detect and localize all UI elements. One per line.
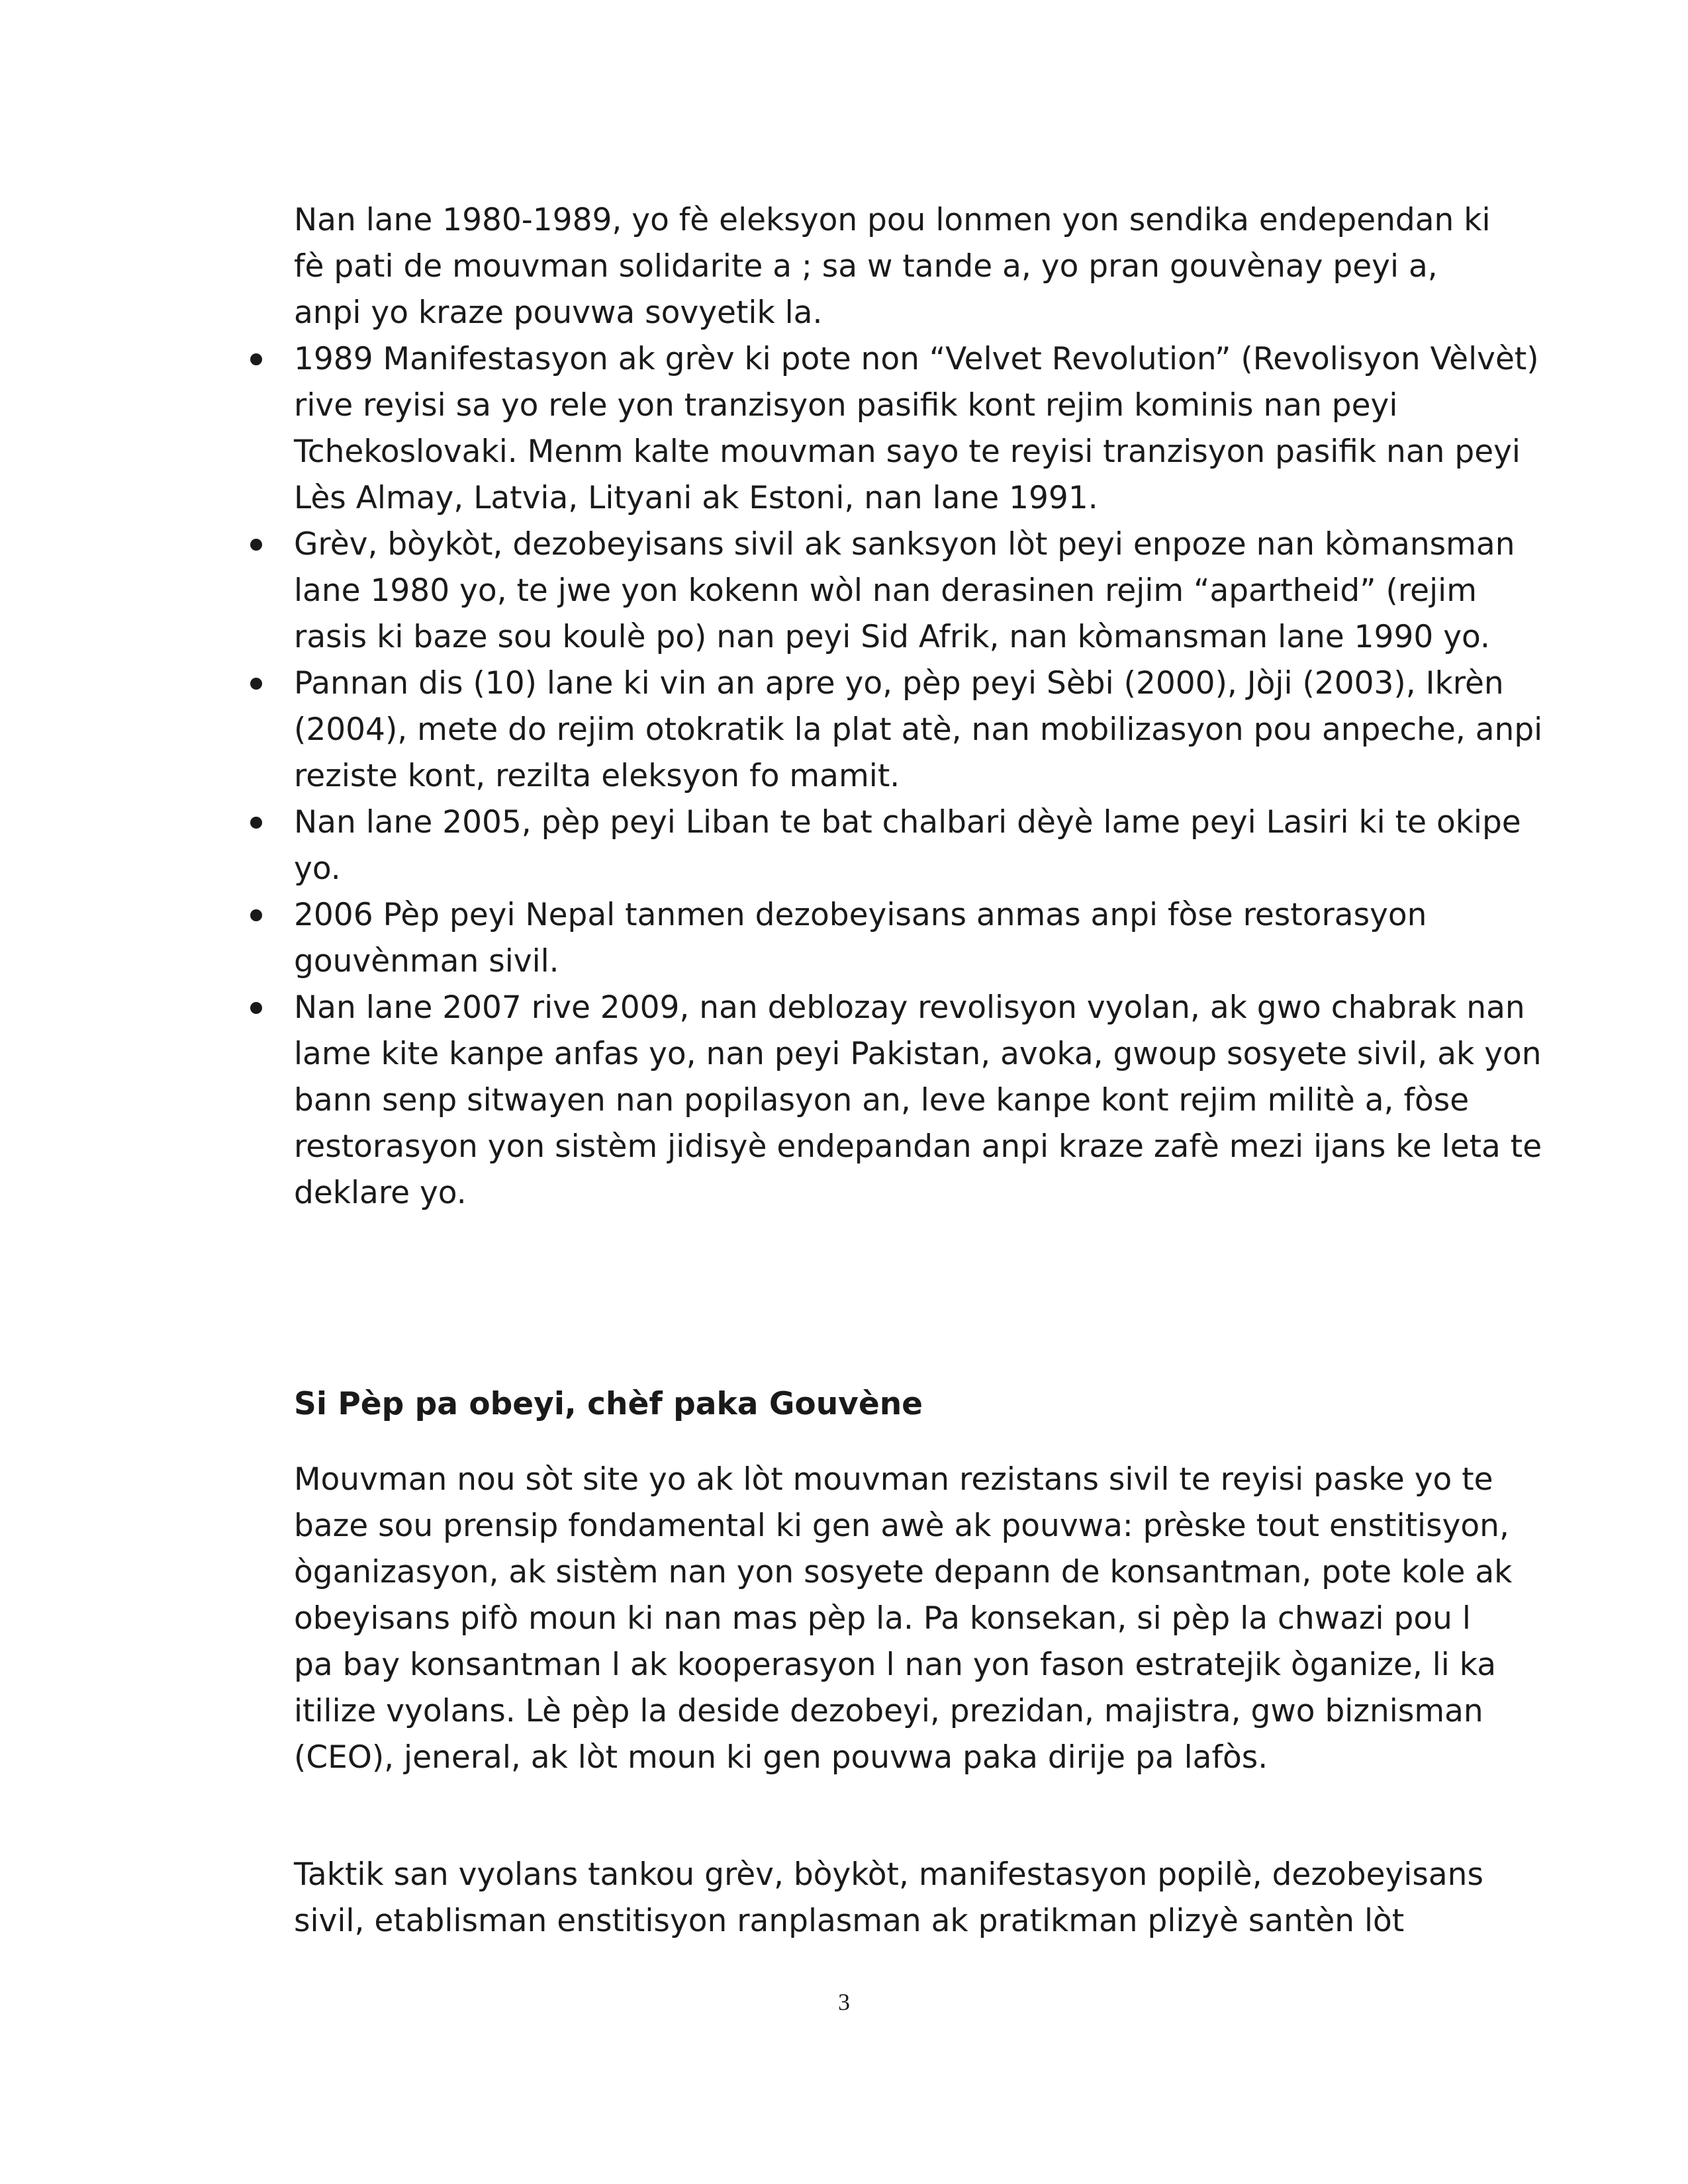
body-paragraph: Taktik san vyolans tankou grèv, bòykòt, manifestasyon popilè, dezobeyisans sivil, etablisman enstitisyon ranplasman ak pratikman plizyè santèn lòt [294,1856,1483,1939]
section-heading: Si Pèp pa obeyi, chèf paka Gouvène [294,1386,923,1422]
intro-paragraph: Nan lane 1980-1989, yo fè eleksyon pou lonmen yon sendika endependan ki fè pati de mouvman solidarite a ; sa w tande a, yo pran gouvènay peyi a, anpi yo kraze pouvwa sovyetik la. [294,202,1491,331]
list-item: 1989 Manifestasyon ak grèv ki pote non “Velvet Revolution” (Revolisyon Vèlvèt) rive reyisi sa yo rele yon tranzisyon pasifik kont rejim kominis nan peyi Tchekoslovaki. Menm kalte mouvman sayo te reyisi tranzisyon pasifik nan peyi Lès Almay, Latvia, Lityani ak Estoni, nan lane 1991. [250,336,1548,522]
list-item: Nan lane 2005, pèp peyi Liban te bat chalbari dèyè lame peyi Lasiri ki te okipe yo. [250,799,1548,892]
body-paragraph: Mouvman nou sòt site yo ak lòt mouvman rezistans sivil te reyisi paske yo te baze sou prensip fondamental ki gen awè ak pouvwa: prèske tout enstitisyon, òganizasyon, ak sistèm nan yon sosyete depann de konsantman, pote kole ak obeyisans pifò moun ki nan mas pèp la. Pa konsekan, si pèp la chwazi pou l pa bay konsantman l ak kooperasyon l nan yon fason estratejik òganize, li ka itilize vyolans. Lè pèp la deside dezobeyi, prezidan, majistra, gwo biznisman (CEO), jeneral, ak lòt moun ki gen pouvwa paka dirije pa lafòs. [294,1461,1513,1776]
list-item: Nan lane 2007 rive 2009, nan deblozay revolisyon vyolan, ak gwo chabrak nan lame kite kanpe anfas yo, nan peyi Pakistan, avoka, gwoup sosyete sivil, ak yon bann senp sitwayen nan popilasyon an, leve kanpe kont rejim militè a, fòse restorasyon yon sistèm jidisyè endepandan anpi kraze zafè mezi ijans ke leta te deklare yo. [250,985,1548,1216]
bullet-list [250,336,1548,1216]
list-item: Pannan dis (10) lane ki vin an apre yo, pèp peyi Sèbi (2000), Jòji (2003), Ikrèn (2004), mete do rejim otokratik la plat atè, nan mobilizasyon pou anpeche, anpi reziste kont, rezilta eleksyon fo mamit. [250,660,1548,799]
page-number: 3 [838,1989,850,2015]
list-item: 2006 Pèp peyi Nepal tanmen dezobeyisans anmas anpi fòse restorasyon gouvènman sivil. [250,892,1548,985]
list-item: Grèv, bòykòt, dezobeyisans sivil ak sanksyon lòt peyi enpoze nan kòmansman lane 1980 yo, te jwe yon kokenn wòl nan derasinen rejim “apartheid” (rejim rasis ki baze sou koulè po) nan peyi Sid Afrik, nan kòmansman lane 1990 yo. [250,522,1548,660]
